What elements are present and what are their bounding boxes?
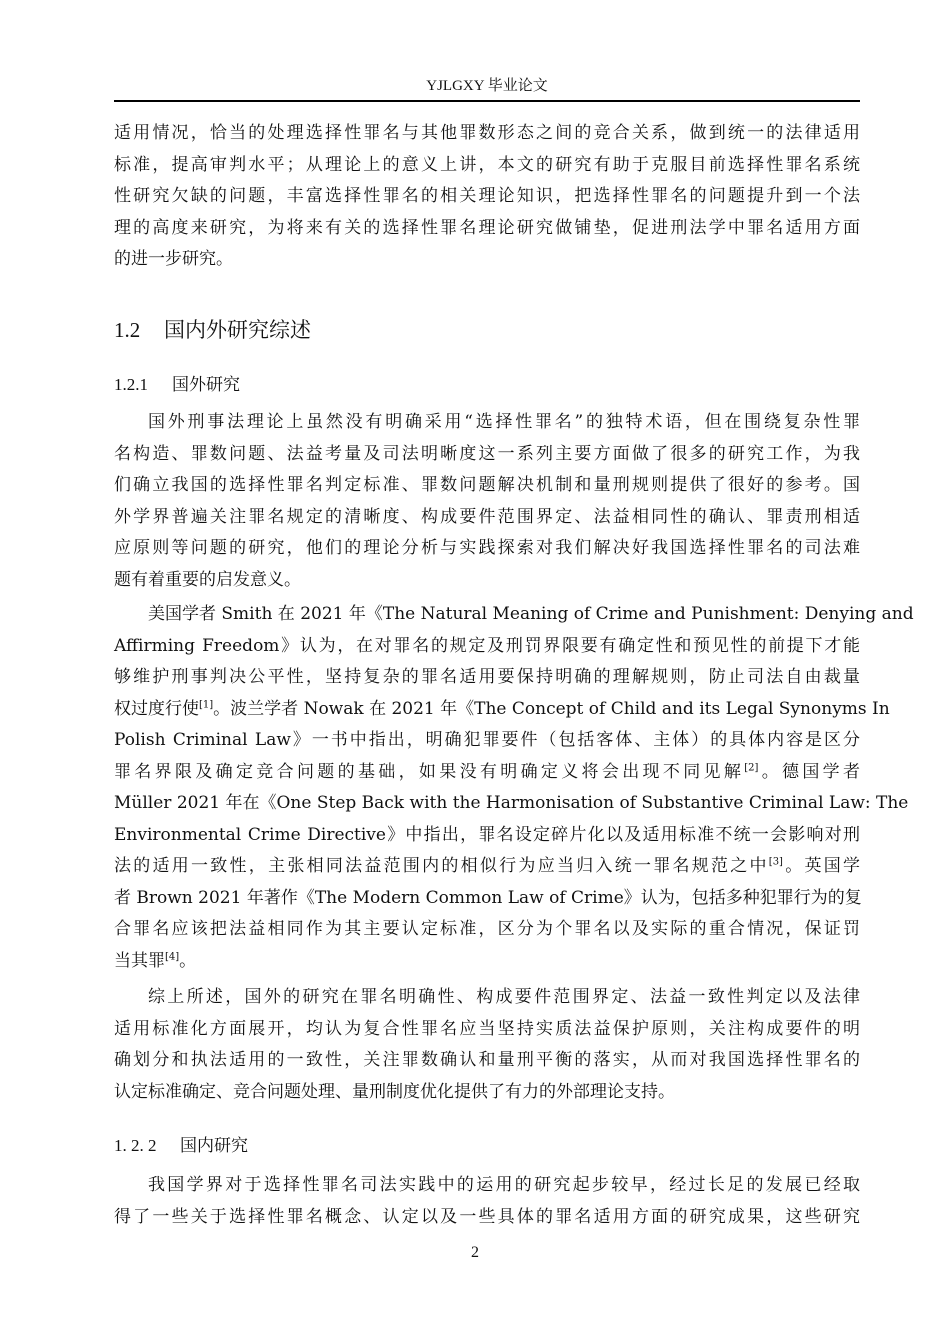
text-line: 性研究欠缺的问题，丰富选择性罪名的相关理论知识，把选择性罪名的问题提升到一个法 — [114, 186, 860, 206]
text-line: 的进一步研究。 — [114, 249, 233, 269]
text-line — [114, 694, 890, 726]
text-line: Affirming Freedom》认为，在对罪名的规定及刑罚界限要有确定性和预见性的前提下才能 — [114, 635, 860, 656]
text-line: 够维护刑事判决公平性，坚持复杂的罪名适用要保持明确的理解规则，防止司法自由裁量 — [114, 667, 860, 687]
text-line: 应原则等问题的研究，他们的理论分析与实践探索对我们解决好我国选择性罪名的司法难 — [114, 538, 860, 558]
text-line — [114, 946, 860, 978]
text-line: Müller 2021 年在《One Step Back with the Harmonisation of Substantive Criminal Law: The — [114, 793, 909, 813]
text-line: 名构造、罪数问题、法益考量及司法明晰度这一系列主要方面做了很多的研究工作，为我 — [114, 443, 860, 464]
section-heading-1-2-2 — [114, 1131, 248, 1156]
page-number: 2 — [471, 1244, 479, 1261]
section-title: 国内研究 — [180, 1136, 248, 1156]
text-line: 们确立我国的选择性罪名判定标准、罪数问题解决机制和量刑规则提供了很好的参考。国 — [114, 475, 860, 495]
text-line — [114, 757, 860, 789]
citation-ref: [3] — [768, 856, 783, 868]
text-line: Polish Criminal Law》一书中指出，明确犯罪要件（包括客体、主体）的具体内容是区分 — [114, 730, 860, 750]
section-heading-1-2-1 — [114, 370, 240, 395]
text-line: 认定标准确定、竞合问题处理、量刑制度优化提供了有力的外部理论支持。 — [114, 1081, 675, 1102]
citation-ref: [1] — [199, 698, 214, 710]
section-title: 国外研究 — [172, 375, 240, 395]
citation-ref: [2] — [744, 761, 759, 773]
text-segment: 。波兰学者 Nowak 在 2021 年《The Concept of Child and its Legal Synonyms In — [213, 698, 890, 719]
header-rule — [114, 100, 860, 102]
text-line: 适用标准化方面展开，均认为复合性罪名应当坚持实质法益保护原则，关注构成要件的明 — [114, 1018, 860, 1039]
text-line: 我国学界对于选择性罪名司法实践中的运用的研究起步较早，经过长足的发展已经取 — [148, 1175, 860, 1195]
section-heading-1-2 — [114, 314, 311, 344]
text-line: 美国学者 Smith 在 2021 年《The Natural Meaning of Crime and Punishment: Denying and — [148, 604, 914, 624]
section-title: 国内外研究综述 — [164, 318, 311, 342]
text-segment: 罪名界限及确定竞合问题的基础，如果没有明确定义将会出现不同见解 — [114, 761, 745, 782]
text-line: 得了一些关于选择性罪名概念、认定以及一些具体的罪名适用方面的研究成果，这些研究 — [114, 1206, 860, 1227]
domestic-research-paragraph-1 — [114, 1170, 860, 1233]
text-line: Environmental Crime Directive》中指出，罪名设定碎片化以及适用标准不统一会影响对刑 — [114, 824, 860, 845]
text-line: 外学界普遍关注罪名规定的清晰度、构成要件范围界定、法益相同性的确认、罪责刑相适 — [114, 506, 860, 527]
text-segment: 法的适用一致性，主张相同法益范围内的相似行为应当归入统一罪名规范之中 — [114, 856, 769, 876]
page-header: YJLGXY 毕业论文 — [426, 78, 548, 94]
foreign-research-summary — [114, 982, 860, 1108]
text-line: 者 Brown 2021 年著作《The Modern Common Law of Crime》认为，包括多种犯罪行为的复 — [114, 887, 862, 908]
text-segment: 当其罪 — [114, 950, 165, 971]
text-segment: 。英国学 — [782, 856, 861, 876]
text-line: 题有着重要的启发意义。 — [114, 569, 301, 590]
text-line: 理的高度来研究，为将来有关的选择性罪名理论研究做铺垫，促进刑法学中罪名适用方面 — [114, 217, 860, 238]
text-line: 适用情况，恰当的处理选择性罪名与其他罪数形态之间的竞合关系，做到统一的法律适用 — [114, 123, 860, 143]
text-line: 标准，提高审判水平；从理论上的意义上讲，本文的研究有助于克服目前选择性罪名系统 — [114, 154, 860, 175]
text-line: 合罪名应该把法益相同作为其主要认定标准，区分为个罪名以及实际的重合情况，保证罚 — [114, 919, 860, 939]
section-number: 1.2.1 — [114, 375, 148, 394]
section-number: 1.2 — [114, 318, 141, 342]
foreign-research-paragraph-2 — [114, 599, 914, 977]
section-number: 1. 2. 2 — [114, 1136, 157, 1155]
citation-ref: [4] — [165, 950, 180, 962]
intro-paragraph — [114, 118, 860, 276]
text-segment: 。德国学者 — [758, 761, 861, 782]
text-line: 确划分和执法适用的一致性，关注罪数确认和量刑平衡的落实，从而对我国选择性罪名的 — [114, 1050, 860, 1070]
text-line: 综上所述，国外的研究在罪名明确性、构成要件范围界定、法益一致性判定以及法律 — [148, 987, 860, 1007]
text-segment: 。 — [179, 950, 197, 971]
text-line — [114, 851, 860, 883]
foreign-research-paragraph-1 — [114, 407, 860, 596]
text-segment: 权过度行使 — [114, 698, 199, 719]
text-line: 国外刑事法理论上虽然没有明确采用“选择性罪名”的独特术语，但在围绕复杂性罪 — [148, 412, 860, 432]
